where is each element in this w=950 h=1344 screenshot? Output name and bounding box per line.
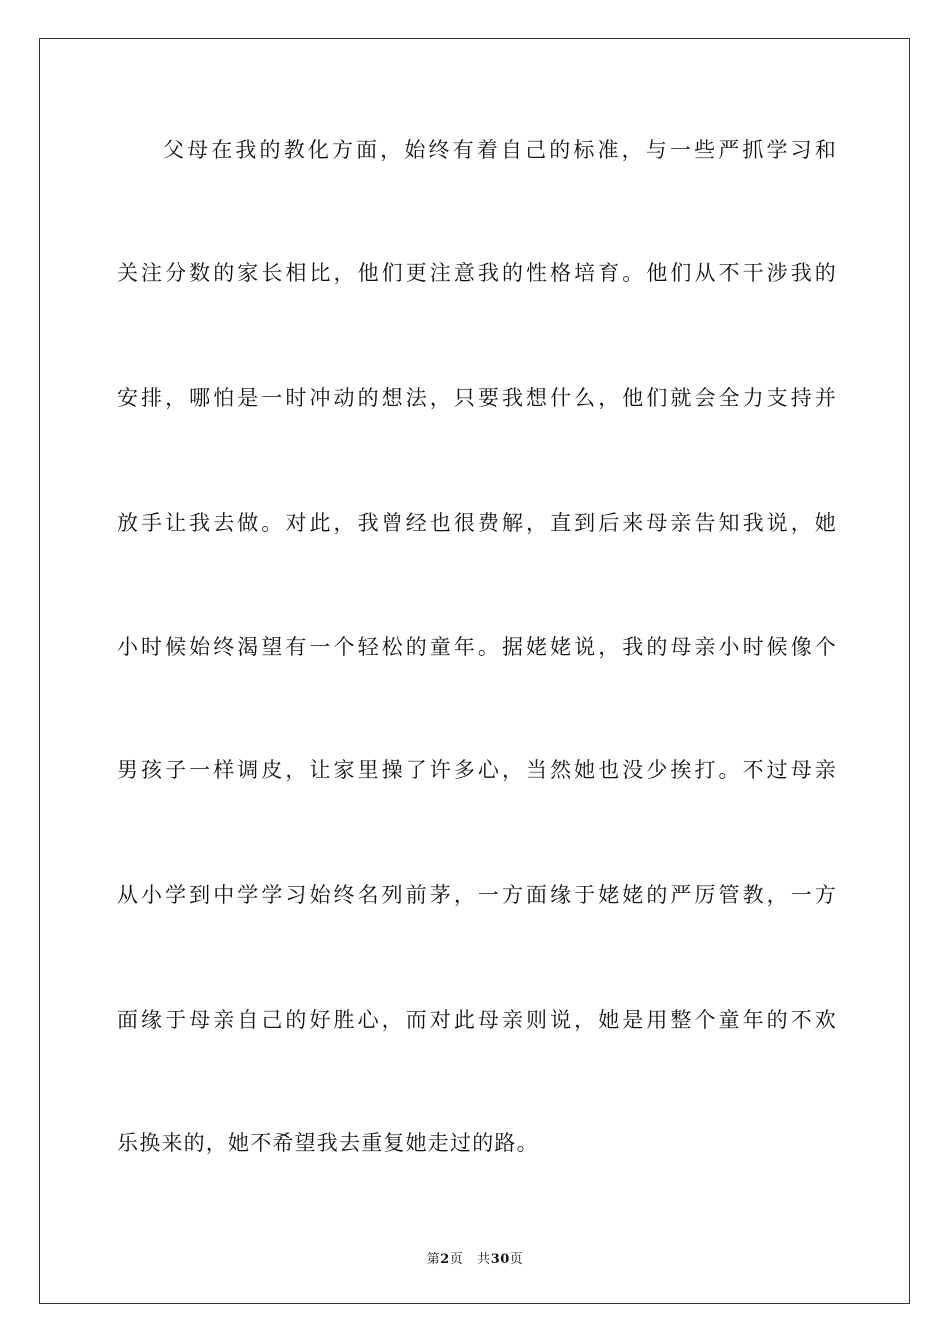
text-line: 放手让我去做。对此，我曾经也很费解，直到后来母亲告知我说，她 (117, 511, 837, 535)
footer-total-suffix: 页 (509, 1252, 524, 1267)
text-line: 从小学到中学学习始终名列前茅，一方面缘于姥姥的严厉管教，一方 (117, 883, 837, 907)
footer-total-pages: 30 (490, 1252, 510, 1267)
text-line: 面缘于母亲自己的好胜心，而对此母亲则说，她是用整个童年的不欢 (117, 1008, 837, 1032)
text-line: 小时候始终渴望有一个轻松的童年。据姥姥说，我的母亲小时候像个 (117, 635, 837, 659)
text-line: 关注分数的家长相比，他们更注意我的性格培育。他们从不干涉我的 (117, 261, 837, 285)
text-line: 乐换来的，她不希望我去重复她走过的路。 (117, 1131, 539, 1155)
footer-total-prefix: 共 (477, 1252, 491, 1267)
text-line: 安排，哪怕是一时冲动的想法，只要我想什么，他们就会全力支持并 (117, 386, 837, 410)
page-footer (0, 1248, 950, 1267)
footer-page-suffix: 页 (449, 1252, 464, 1267)
page-border (39, 38, 910, 1304)
footer-page-number: 2 (440, 1252, 450, 1267)
text-line: 父母在我的教化方面，始终有着自己的标准，与一些严抓学习和 (163, 138, 837, 162)
text-line: 男孩子一样调皮，让家里操了许多心，当然她也没少挨打。不过母亲 (117, 758, 837, 782)
footer-page-prefix: 第 (426, 1252, 441, 1267)
